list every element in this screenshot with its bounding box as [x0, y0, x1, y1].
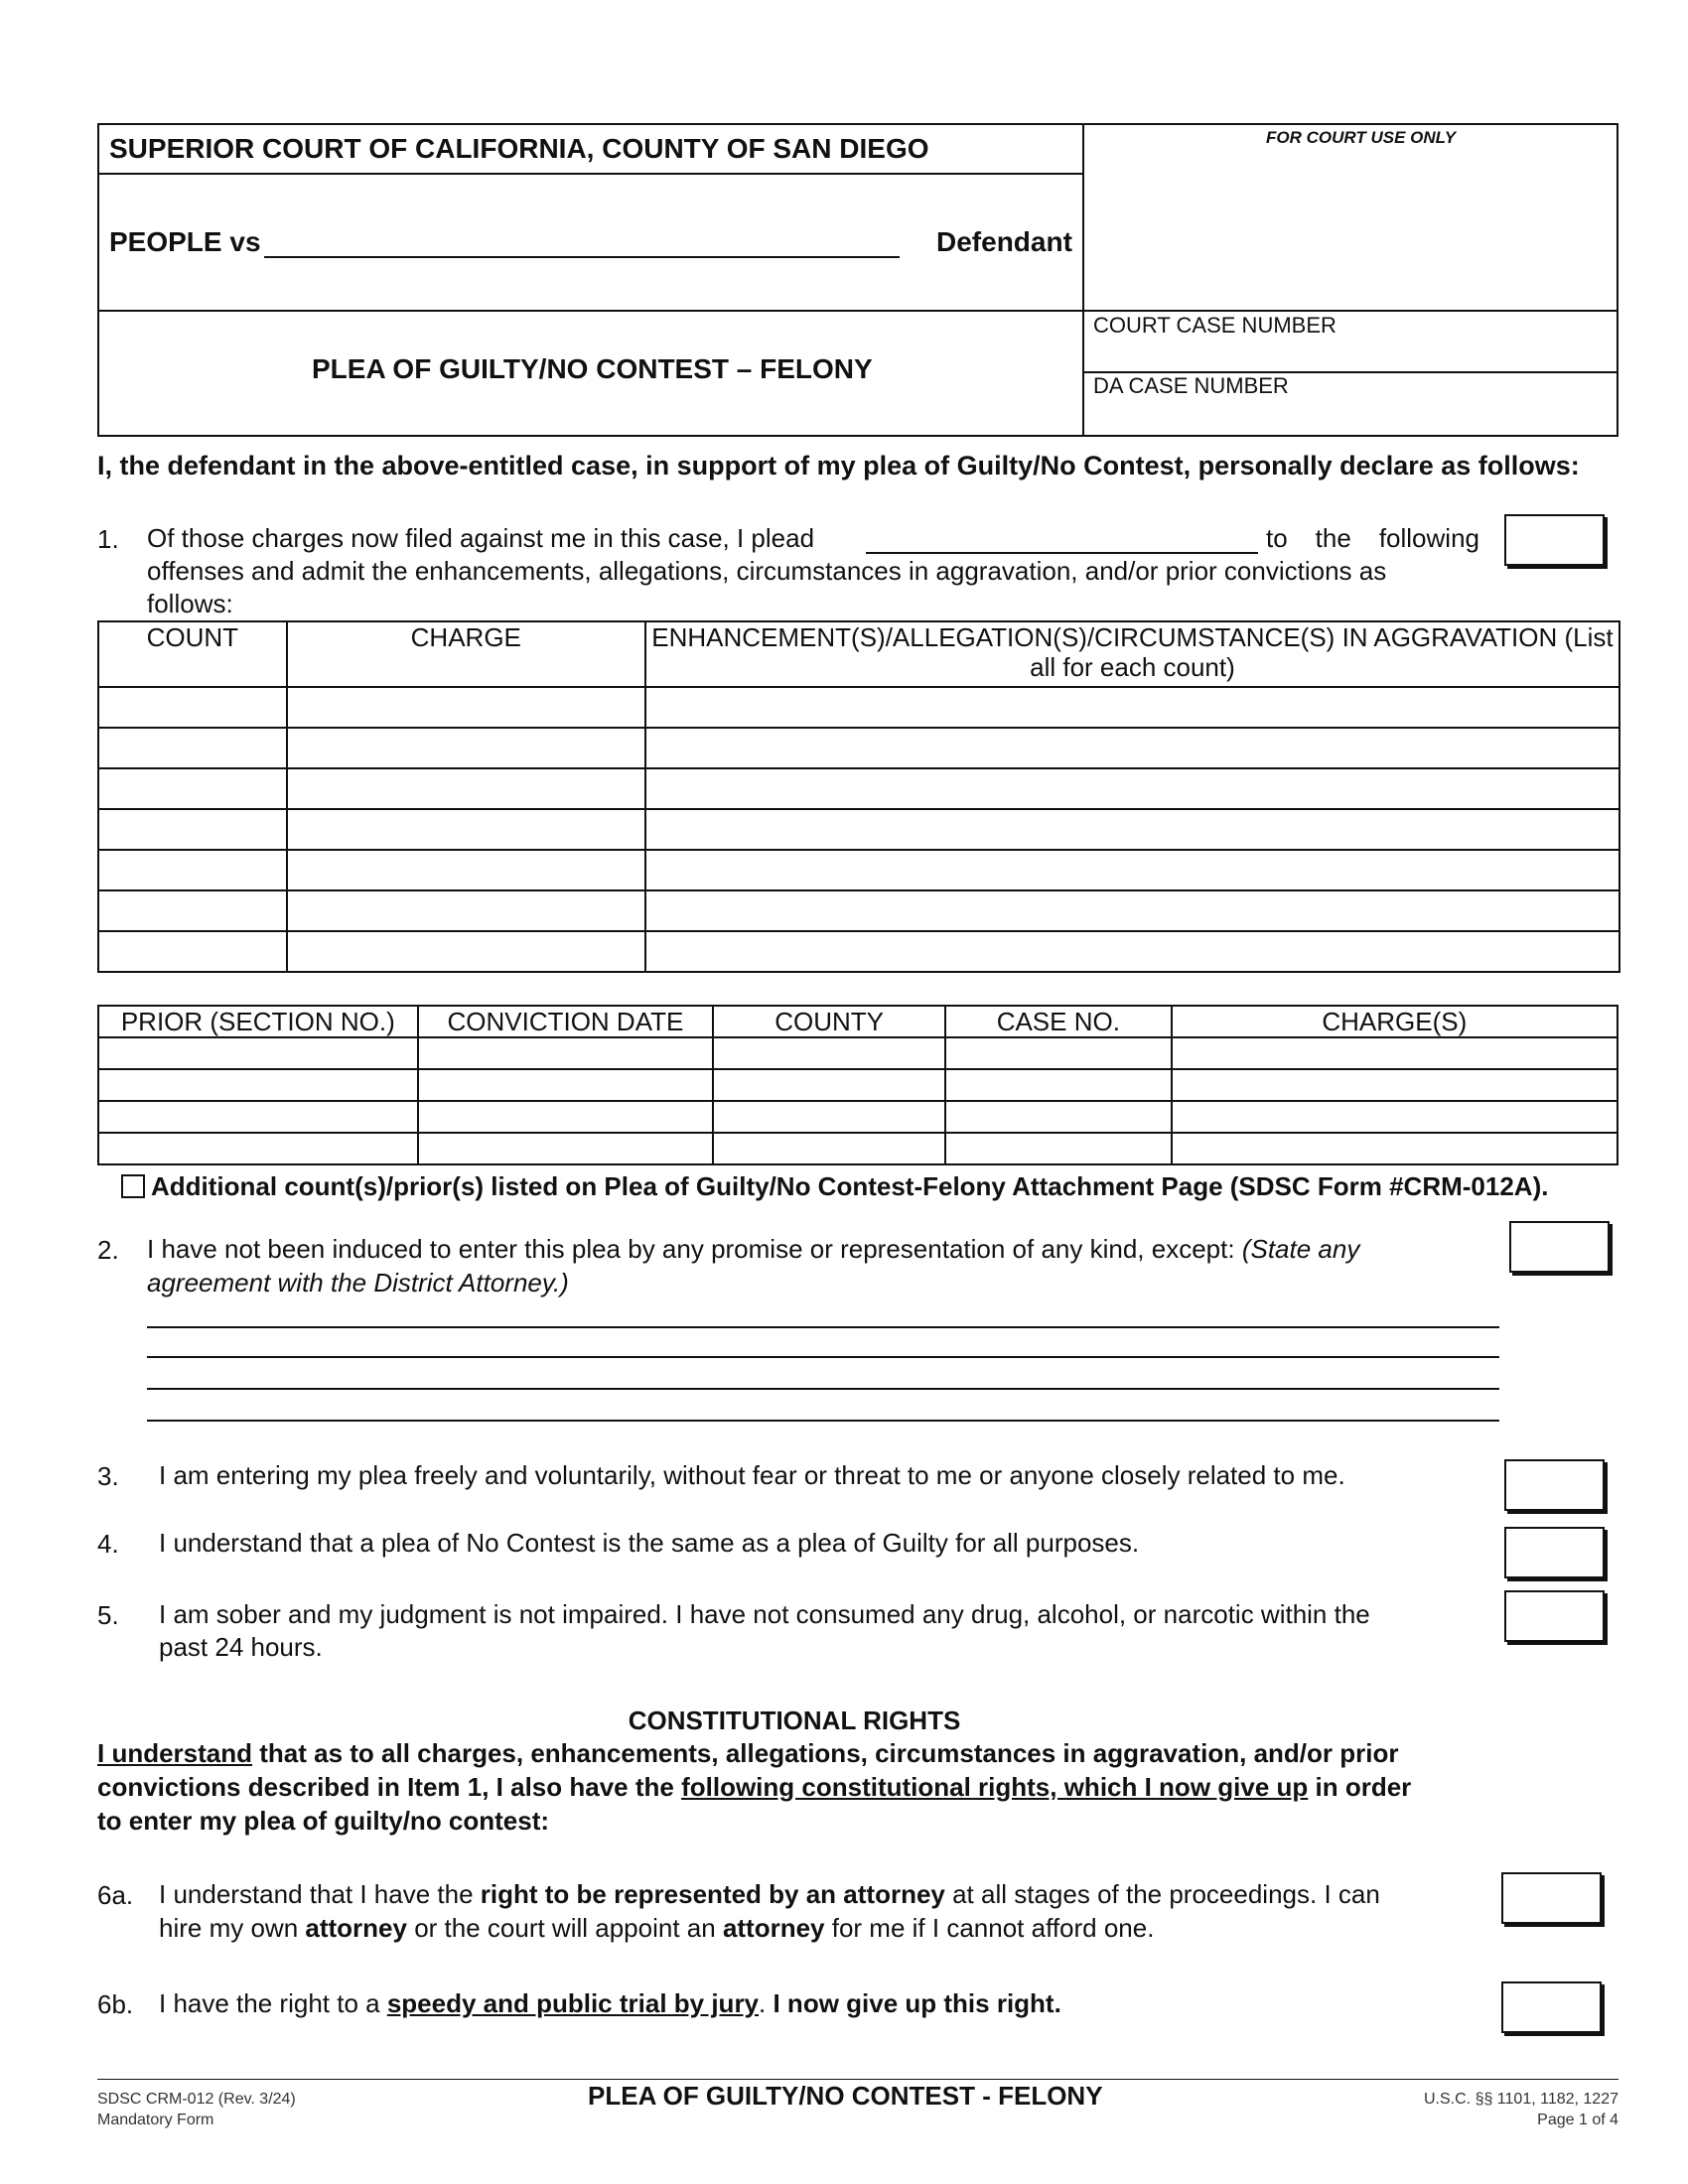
court-case-number-label: COURT CASE NUMBER: [1093, 313, 1336, 338]
footer-form-id: SDSC CRM-012 (Rev. 3/24): [97, 2091, 296, 2108]
item-2-initials-box[interactable]: [1509, 1221, 1610, 1273]
charges-header-row: [98, 621, 1619, 687]
table-row: [98, 1101, 1618, 1133]
agreement-line-3[interactable]: [147, 1388, 1499, 1390]
defendant-label: Defendant: [936, 226, 1072, 257]
item-4-initials-box[interactable]: [1504, 1527, 1605, 1578]
item-6b-line: I have the right to a speedy and public trial by jury. I now give up this right.: [159, 1988, 1061, 2018]
agreement-line-2[interactable]: [147, 1356, 1499, 1358]
table-row: [98, 850, 1619, 890]
item-6b-initials-box[interactable]: [1501, 1981, 1602, 2033]
col-enhancements: ENHANCEMENT(S)/ALLEGATION(S)/CIRCUMSTANCE(S) IN AGGRAVATION (List all for each count): [645, 621, 1619, 687]
col-charges: CHARGE(S): [1172, 1006, 1618, 1037]
agreement-line-1[interactable]: [147, 1326, 1499, 1328]
table-row: [98, 809, 1619, 850]
caption-divider: [1082, 123, 1084, 437]
item-6a-line-1: I understand that I have the right to be represented by an attorney at all stages of the proceedings. I can: [159, 1879, 1380, 1909]
table-row: [98, 1037, 1618, 1069]
da-case-number-label: DA CASE NUMBER: [1093, 373, 1289, 398]
footer-codes: U.S.C. §§ 1101, 1182, 1227: [1424, 2091, 1618, 2108]
footer-title: PLEA OF GUILTY/NO CONTEST - FELONY: [588, 2081, 1103, 2111]
col-case-no: CASE NO.: [945, 1006, 1172, 1037]
caption-rule: [97, 310, 1618, 312]
item-1-text-c: offenses and admit the enhancements, allegations, circumstances in aggravation, and/or prior convictions as: [147, 556, 1387, 586]
item-1-text-b: to the following: [1266, 523, 1479, 553]
additional-counts-row: [121, 1171, 1548, 1202]
table-row: [98, 931, 1619, 972]
item-2-text: I have not been induced to enter this plea by any promise or representation of any kind, except: (State any: [147, 1234, 1360, 1264]
table-row: [98, 1133, 1618, 1164]
item-5-text-a: I am sober and my judgment is not impaired. I have not consumed any drug, alcohol, or narcotic within the: [159, 1599, 1370, 1629]
item-6b-number: 6b.: [97, 1989, 134, 2019]
charges-table: [97, 620, 1620, 973]
item-4-number: 4.: [97, 1529, 119, 1559]
item-1-text-d: follows:: [147, 589, 233, 618]
item-5-number: 5.: [97, 1600, 119, 1630]
item-5-text-b: past 24 hours.: [159, 1632, 323, 1662]
agreement-line-4[interactable]: [147, 1420, 1499, 1422]
intro-declaration: I, the defendant in the above-entitled case, in support of my plea of Guilty/No Contest, personally declare as follows:: [97, 451, 1580, 480]
item-6a-number: 6a.: [97, 1880, 134, 1910]
form-title: PLEA OF GUILTY/NO CONTEST – FELONY: [312, 353, 873, 384]
for-court-use-label: FOR COURT USE ONLY: [1266, 128, 1457, 147]
item-1-number: 1.: [97, 524, 119, 554]
item-2-italic: agreement with the District Attorney.): [147, 1268, 569, 1297]
rights-intro-line-2: convictions described in Item 1, I also have the following constitutional rights, which I now give up in order: [97, 1772, 1412, 1802]
court-name: SUPERIOR COURT OF CALIFORNIA, COUNTY OF SAN DIEGO: [109, 133, 929, 164]
priors-table: [97, 1005, 1618, 1165]
col-county: COUNTY: [713, 1006, 945, 1037]
rights-intro-line-3: to enter my plea of guilty/no contest:: [97, 1806, 550, 1836]
item-5-initials-box[interactable]: [1504, 1590, 1605, 1642]
additional-counts-checkbox[interactable]: [121, 1174, 145, 1198]
col-count: COUNT: [98, 621, 287, 687]
footer-rule: [97, 2079, 1618, 2080]
rights-intro-line-1: I understand that as to all charges, enhancements, allegations, circumstances in aggravation, and/or prior: [97, 1738, 1399, 1768]
item-6a-line-2: hire my own attorney or the court will appoint an attorney for me if I cannot afford one.: [159, 1913, 1155, 1943]
table-row: [98, 768, 1619, 809]
item-1-text-a: Of those charges now filed against me in this case, I plead: [147, 523, 815, 553]
table-row: [98, 890, 1619, 931]
item-4-text: I understand that a plea of No Contest is the same as a plea of Guilty for all purposes.: [159, 1528, 1140, 1558]
priors-header-row: [98, 1006, 1618, 1037]
table-row: [98, 687, 1619, 728]
additional-counts-label: Additional count(s)/prior(s) listed on Plea of Guilty/No Contest-Felony Attachment Page (SDSC Form #CRM-012A).: [151, 1171, 1549, 1201]
table-row: [98, 728, 1619, 768]
people-vs-label: PEOPLE vs: [109, 226, 261, 257]
item-1-initials-box[interactable]: [1504, 514, 1605, 566]
plea-field[interactable]: [866, 552, 1258, 554]
item-6a-initials-box[interactable]: [1501, 1872, 1602, 1924]
item-3-number: 3.: [97, 1461, 119, 1491]
rights-heading: CONSTITUTIONAL RIGHTS: [628, 1706, 961, 1735]
footer-page: Page 1 of 4: [1537, 2112, 1618, 2128]
caption-box: [97, 123, 1618, 437]
item-2-number: 2.: [97, 1235, 119, 1265]
col-charge: CHARGE: [287, 621, 645, 687]
defendant-name-field[interactable]: [264, 256, 900, 258]
footer-mandatory: Mandatory Form: [97, 2112, 214, 2128]
table-row: [98, 1069, 1618, 1101]
item-3-initials-box[interactable]: [1504, 1459, 1605, 1511]
col-conviction-date: CONVICTION DATE: [418, 1006, 714, 1037]
caption-rule: [97, 173, 1084, 175]
item-3-text: I am entering my plea freely and voluntarily, without fear or threat to me or anyone closely related to me.: [159, 1460, 1345, 1490]
col-prior-section: PRIOR (SECTION NO.): [98, 1006, 418, 1037]
